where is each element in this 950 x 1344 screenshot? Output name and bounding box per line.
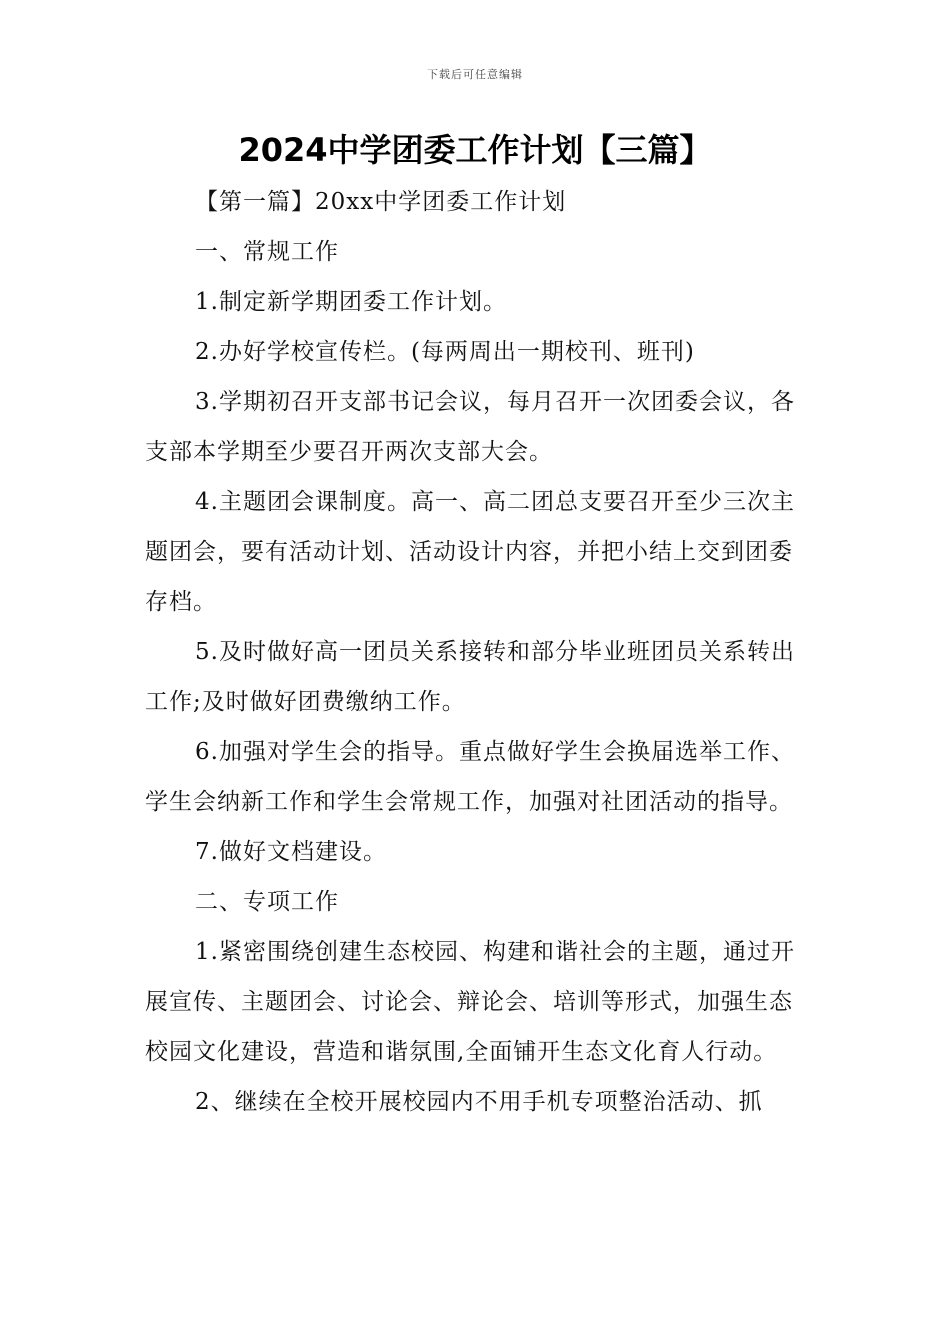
paragraph: 1.制定新学期团委工作计划。 (195, 289, 507, 315)
paragraph: 2.办好学校宣传栏。(每两周出一期校刊、班刊) (195, 339, 695, 365)
page-header-note: 下载后可任意编辑 (427, 68, 523, 81)
paragraph-section-heading: 【第一篇】20xx中学团委工作计划 (195, 189, 567, 215)
paragraph: 3.学期初召开支部书记会议，每月召开一次团委会议，各支部本学期至少要召开两次支部大会。 (145, 389, 795, 465)
paragraph-heading-special-work: 二、专项工作 (195, 889, 339, 915)
paragraph: 1.紧密围绕创建生态校园、构建和谐社会的主题，通过开展宣传、主题团会、讨论会、辩论会、培训等形式，加强生态校园文化建设，营造和谐氛围,全面铺开生态文化育人行动。 (145, 939, 795, 1065)
paragraph-heading-routine-work: 一、常规工作 (195, 239, 339, 265)
document-title: 2024中学团委工作计划【三篇】 (238, 131, 712, 169)
paragraph: 7.做好文档建设。 (195, 839, 387, 865)
paragraph: 2、继续在全校开展校园内不用手机专项整治活动、抓 (195, 1089, 763, 1115)
paragraph: 6.加强对学生会的指导。重点做好学生会换届选举工作、学生会纳新工作和学生会常规工作，加强对社团活动的指导。 (145, 739, 795, 815)
document-body (145, 177, 810, 1127)
paragraph: 5.及时做好高一团员关系接转和部分毕业班团员关系转出工作;及时做好团费缴纳工作。 (145, 639, 795, 715)
paragraph: 4.主题团会课制度。高一、高二团总支要召开至少三次主题团会，要有活动计划、活动设计内容，并把小结上交到团委存档。 (145, 489, 795, 615)
